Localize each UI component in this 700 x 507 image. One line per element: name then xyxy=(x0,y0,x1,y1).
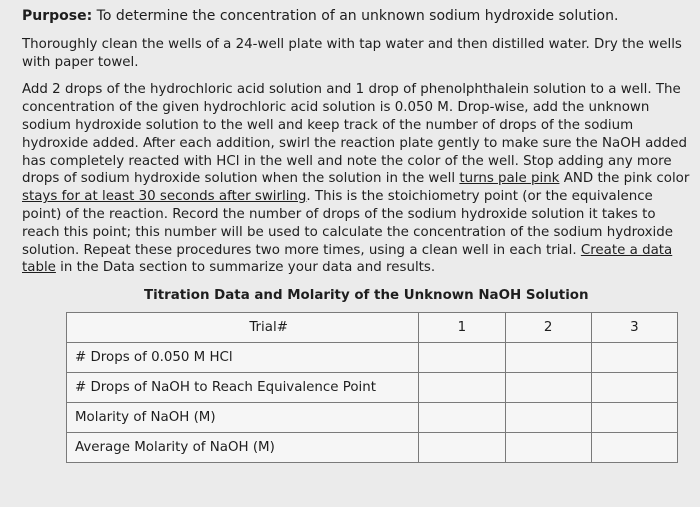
purpose-line xyxy=(22,8,690,26)
table-title: Titration Data and Molarity of the Unknown NaOH Solution xyxy=(144,288,589,304)
trial-header-label: Trial# xyxy=(67,312,419,342)
procedure-text-3: . This is the stoichiometry point (or the equivalence point) of the reaction. Record the number of drops of the sodium hydroxide solution it takes to reach this point; this number will be used to calculate the concentration of the sodium hydroxide solution. Repeat these procedures two more times, using a clean well in each trial. xyxy=(22,189,673,258)
row-label-molarity: Molarity of NaOH (M) xyxy=(67,402,419,432)
table-cell[interactable] xyxy=(591,372,677,402)
table-row xyxy=(67,342,678,372)
underlined-turns-pale-pink: turns pale pink xyxy=(459,171,560,187)
procedure-text-2: AND the pink color xyxy=(559,171,690,187)
procedure-text-4: in the Data section to summarize your data and results. xyxy=(55,260,436,276)
underlined-stays-30-seconds: stays for at least 30 seconds after swirling xyxy=(22,189,307,205)
titration-data-table xyxy=(66,312,678,463)
underlined-create-data-table: Create a data table xyxy=(22,242,673,276)
table-cell[interactable] xyxy=(419,342,505,372)
trial-2-header: 2 xyxy=(505,312,591,342)
row-label-naoh-drops: # Drops of NaOH to Reach Equivalence Point xyxy=(67,372,419,402)
table-cell[interactable] xyxy=(505,372,591,402)
table-cell[interactable] xyxy=(591,402,677,432)
table-cell[interactable] xyxy=(505,402,591,432)
row-label-hcl-drops: # Drops of 0.050 M HCl xyxy=(67,342,419,372)
table-row xyxy=(67,432,678,462)
table-cell[interactable] xyxy=(419,372,505,402)
table-cell[interactable] xyxy=(505,432,591,462)
table-cell[interactable] xyxy=(591,342,677,372)
row-label-average-molarity: Average Molarity of NaOH (M) xyxy=(67,432,419,462)
table-cell[interactable] xyxy=(591,432,677,462)
procedure-paragraph xyxy=(22,81,692,277)
table-row xyxy=(67,402,678,432)
table-header-row xyxy=(67,312,678,342)
table-row xyxy=(67,372,678,402)
trial-1-header: 1 xyxy=(419,312,505,342)
procedure-text-1: Add 2 drops of the hydrochloric acid solution and 1 drop of phenolphthalein solution to a well. The concentration of the given hydrochloric acid solution is 0.050 M. Drop-wise, add the unknown sodium hydroxide solution to the well and keep track of the number of drops of the sodium hydroxide added. After each addition, swirl the reaction plate gently to make sure the NaOH added has completely reacted with HCl in the well and note the color of the well. Stop adding any more drops of sodium hydroxide solution when the solution in the well xyxy=(22,82,688,187)
trial-3-header: 3 xyxy=(591,312,677,342)
purpose-text: To determine the concentration of an unknown sodium hydroxide solution. xyxy=(92,8,619,24)
table-cell[interactable] xyxy=(505,342,591,372)
cleaning-instructions: Thoroughly clean the wells of a 24-well plate with tap water and then distilled water. Dry the wells with paper towel. xyxy=(22,36,682,70)
table-cell[interactable] xyxy=(419,432,505,462)
purpose-label: Purpose: xyxy=(22,8,93,24)
table-cell[interactable] xyxy=(419,402,505,432)
